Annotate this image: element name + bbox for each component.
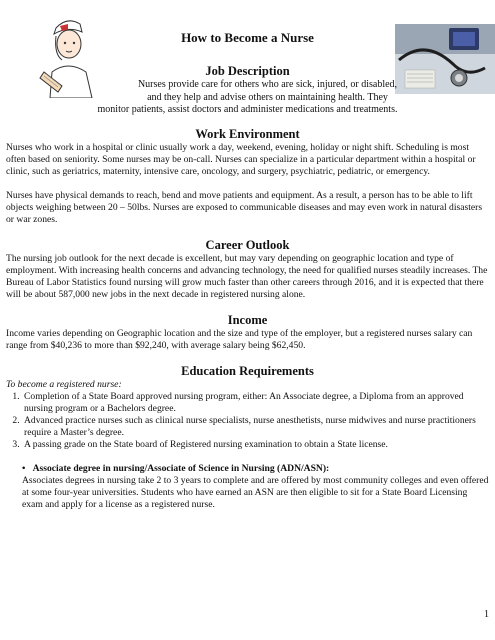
adn-bullet-heading-text: Associate degree in nursing/Associate of Science in Nursing (ADN/ASN): — [32, 462, 330, 474]
work-environment-paragraph-2: Nurses have physical demands to reach, bend and move patients and equipment. As a result, a person has to be able to lift objects weighing between 20 – 50lbs. Nurses are exposed to communicable diseases and may even work in natural disasters or war zones. — [6, 189, 483, 225]
document-body — [6, 64, 489, 511]
list-item: 1. Completion of a State Board approved nursing program, either: An Associate degree, a Diploma from an approved nursing program or a Bachelors degree. — [22, 391, 489, 415]
page-number: 1 — [484, 609, 489, 620]
adn-bullet-heading — [22, 463, 489, 475]
career-outlook-paragraph: The nursing job outlook for the next decade is excellent, but may vary depending on geographic location and type of employment. With increasing health concerns and advancing technology, the need for qualified nurses steadily increases. The Bureau of Labor Statistics found nursing will grow much faster than other careers through 2016, and it is expected that there will be about 587,000 new jobs in the next decade in registered nursing alone. — [6, 252, 488, 300]
income-heading: Income — [227, 312, 268, 327]
education-requirements-list — [6, 391, 489, 451]
job-description-line-3: monitor patients, assist doctors and administer medications and treatments. — [97, 104, 398, 115]
adn-bullet-paragraph: Associates degrees in nursing take 2 to 3 years to complete and are offered by most community colleges and even offered at some four-year universities. Students who have earned an ASN are then eligible to sit for a State Board Licensing exam and apply for a license as a registered nurse. — [22, 474, 489, 510]
work-environment-heading: Work Environment — [195, 126, 300, 141]
list-item: 3. A passing grade on the State board of Registered nursing examination to obtain a State license. — [22, 439, 489, 451]
job-description-line-1: Nurses provide care for others who are sick, injured, or disabled, — [137, 79, 398, 90]
education-heading: Education Requirements — [181, 363, 314, 378]
career-outlook-heading: Career Outlook — [205, 237, 290, 252]
education-intro: To become a registered nurse: — [6, 378, 122, 390]
income-paragraph: Income varies depending on Geographic location and the size and type of the employer, but a registered nurses salary can range from $40,236 to more than $92,240, with average salary being $62,450. — [6, 327, 473, 351]
work-environment-paragraph-1: Nurses who work in a hospital or clinic usually work a day, weekend, evening, holiday or night shift. Scheduling is most often based on seniority. Some nurses may be on-call. Nurses can specialize in a particular department within a hospital or clinic, such as geriatrics, maternity, intensive care, oncology, and surgery, psychiatric, pediatric, or emergency. — [6, 141, 476, 177]
page-title: How to Become a Nurse — [181, 30, 314, 45]
job-description-line-2: and they help and advise others on maintaining health. They — [147, 91, 388, 103]
list-item: 2. Advanced practice nurses such as clinical nurse specialists, nurse anesthetists, nurse midwives and nurse practitioners require a Master’s degree. — [22, 415, 489, 439]
bullet-icon: • — [22, 462, 33, 474]
job-description-heading: Job Description — [205, 64, 290, 78]
